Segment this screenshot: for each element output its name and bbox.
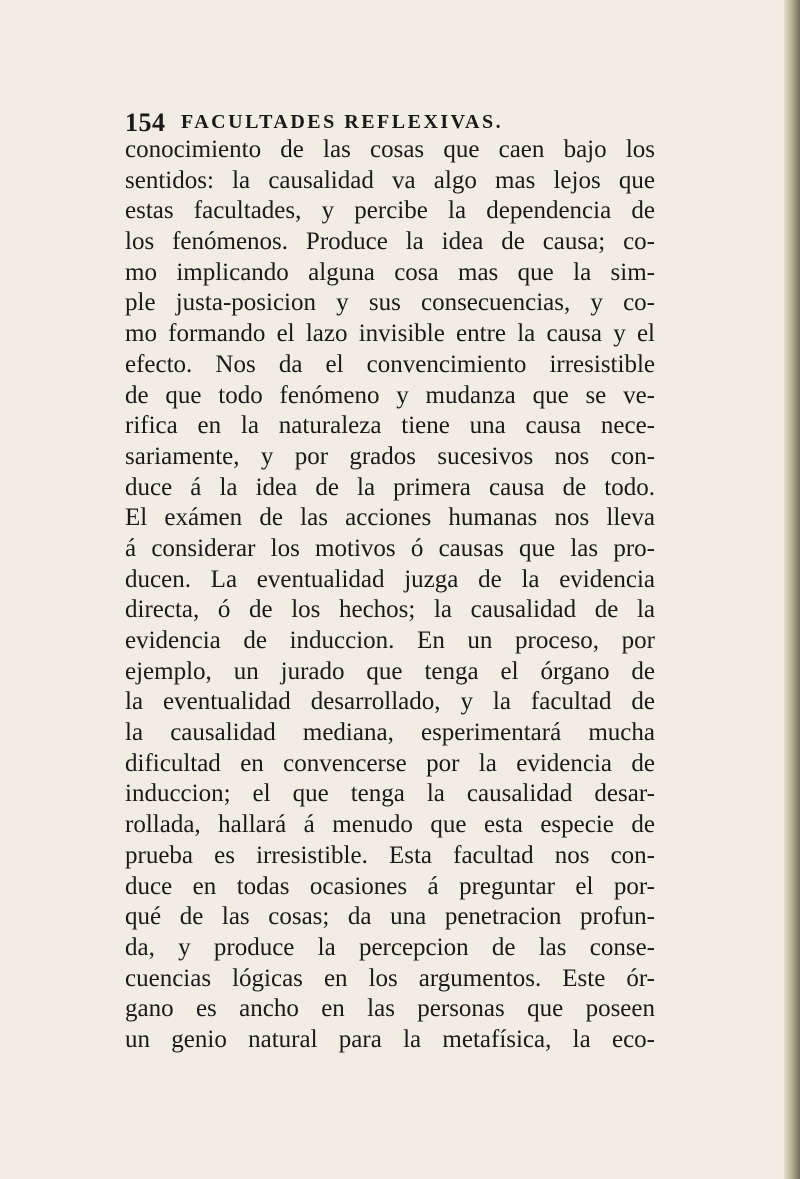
text-line: la eventualidad desarrollado, y la facultad de [125,688,655,716]
text-line: mo formando el lazo invisible entre la causa y el [125,320,655,348]
text-line: rollada, hallará á menudo que esta especie de [125,811,655,839]
text-line: dificultad en convencerse por la evidencia de [125,749,655,777]
page-number: 154 [125,108,166,137]
text-line: da, y produce la percepcion de las conse- [125,933,655,961]
text-line: duce en todas ocasiones á preguntar el por- [125,872,655,900]
text-line: efecto. Nos da el convencimiento irresistible [125,350,655,378]
text-line: prueba es irresistible. Esta facultad nos con- [125,841,655,869]
text-line: de que todo fenómeno y mudanza que se ve- [125,381,655,409]
text-line: ejemplo, un jurado que tenga el órgano de [125,657,655,685]
page-edge [784,0,800,1179]
text-line: estas facultades, y percibe la dependencia de [125,197,655,225]
text-line: induccion; el que tenga la causalidad desar- [125,780,655,808]
text-line: la causalidad mediana, esperimentará mucha [125,719,655,747]
text-line: rifica en la naturaleza tiene una causa nece- [125,412,655,440]
text-line: un genio natural para la metafísica, la eco- [125,1025,655,1053]
text-line: á considerar los motivos ó causas que las pro- [125,534,655,562]
text-line: mo implicando alguna cosa mas que la sim- [125,258,655,286]
text-line: cuencias lógicas en los argumentos. Este ór- [125,964,655,992]
text-line: sariamente, y por grados sucesivos nos con- [125,442,655,470]
text-line: conocimiento de las cosas que caen bajo los [125,136,655,163]
text-line: sentidos: la causalidad va algo mas lejos que [125,166,655,194]
text-line: los fenómenos. Produce la idea de causa; co- [125,228,655,256]
running-head: FACULTADES REFLEXIVAS. [181,111,504,133]
text-line: qué de las cosas; da una penetracion profun- [125,903,655,931]
text-line: ducen. La eventualidad juzga de la evidencia [125,565,655,593]
text-line: duce á la idea de la primera causa de todo. [125,473,655,501]
text-line: ple justa-posicion y sus consecuencias, y co- [125,289,655,317]
text-line: directa, ó de los hechos; la causalidad de la [125,596,655,624]
text-line: gano es ancho en las personas que poseen [125,995,655,1023]
text-line: El exámen de las acciones humanas nos lleva [125,504,655,532]
text-line: evidencia de induccion. En un proceso, por [125,627,655,654]
body-text [125,135,655,1056]
